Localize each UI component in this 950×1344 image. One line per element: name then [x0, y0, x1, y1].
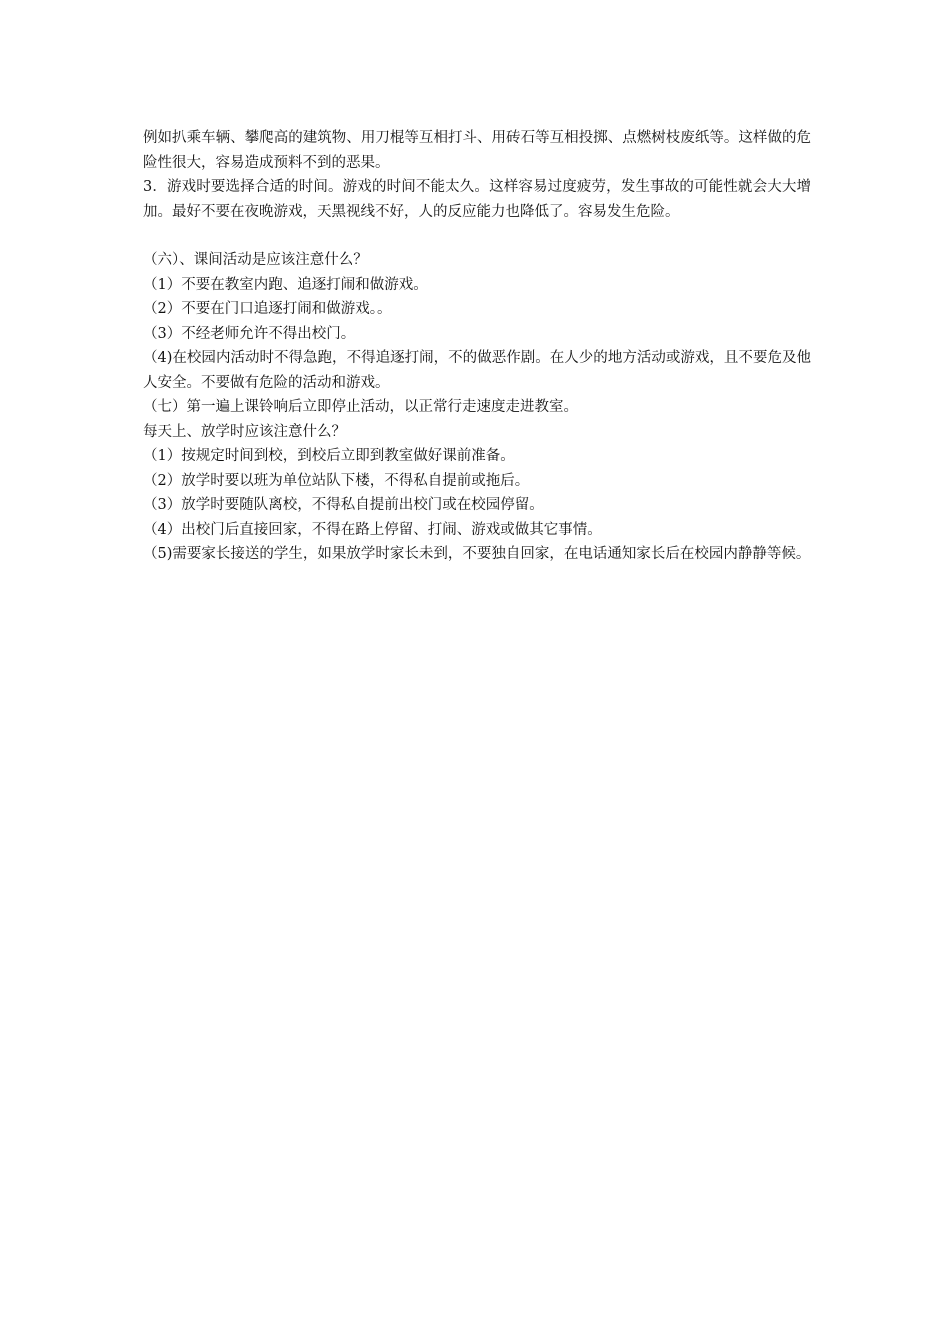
section-heading-commute: 每天上、放学时应该注意什么？	[143, 423, 346, 440]
paragraph-play-time: 3．游戏时要选择合适的时间。游戏的时间不能太久。这样容易过度疲劳，发生事故的可能性就会大大增加。最好不要在夜晚游戏，天黑视线不好，人的反应能力也降低了。容易发生危险。	[143, 179, 811, 220]
list-item-commute-2: （2）放学时要以班为单位站队下楼，不得私自提前或拖后。	[143, 472, 530, 489]
paragraph-spacer	[143, 224, 811, 248]
section-heading-bell: （七）第一遍上课铃响后立即停止活动，以正常行走速度走进教室。	[143, 399, 578, 415]
list-item-commute-3: （3）放学时要随队离校，不得私自提前出校门或在校园停留。	[143, 497, 544, 513]
paragraph-risky-play: 例如扒乘车辆、攀爬高的建筑物、用刀棍等互相打斗、用砖石等互相投掷、点燃树枝废纸等。这样做的危险性很大，容易造成预料不到的恶果。	[143, 130, 811, 171]
list-item-recess-3: （3）不经老师允许不得出校门。	[143, 325, 356, 342]
list-item-commute-5: （5)需要家长接送的学生，如果放学时家长未到，不要独自回家，在电话通知家长后在校园内静静等候。	[143, 546, 811, 562]
section-heading-recess: （六）、课间活动是应该注意什么？	[143, 252, 368, 268]
list-item-recess-2: （2）不要在门口追逐打闹和做游戏。。	[143, 301, 392, 317]
list-item-commute-4: （4）出校门后直接回家，不得在路上停留、打闹、游戏或做其它事情。	[143, 521, 602, 538]
list-item-recess-1: （1）不要在教室内跑、追逐打闹和做游戏。	[143, 276, 428, 293]
list-item-commute-1: （1）按规定时间到校，到校后立即到教室做好课前准备。	[143, 448, 515, 464]
document-body	[143, 126, 811, 567]
list-item-recess-4: （4)在校园内活动时不得急跑，不得追逐打闹，不的做恶作剧。在人少的地方活动或游戏，且不要危及他人安全。不要做有危险的活动和游戏。	[143, 350, 811, 391]
